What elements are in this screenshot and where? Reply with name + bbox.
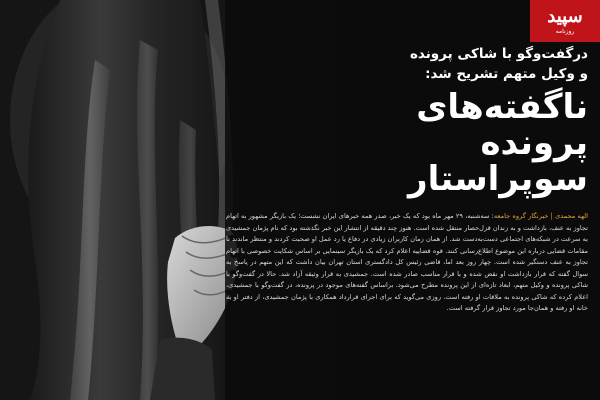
article-kicker — [226, 45, 588, 84]
kicker-line-2: و وکیل متهم تشریح شد: — [425, 65, 588, 82]
article-date: سه‌شنبه، ۲۹ مهر ماه بود که — [412, 212, 490, 221]
headline-line-2: پرونده — [480, 122, 588, 163]
headline-line-1: ناگفته‌های — [416, 87, 588, 128]
masthead[interactable] — [530, 0, 600, 42]
masthead-subtitle: روزنامه — [555, 27, 575, 35]
article-text-column — [226, 45, 588, 400]
kicker-line-1: درگفت‌وگو با شاکی پرونده — [409, 46, 588, 62]
masthead-logo: سپید — [547, 5, 583, 27]
article-body: الهه محمدی | خبرنگار گروه جامعه: سه‌شنبه، ۲۹ مهر ماه بود که یک خبر، صدر همه خبرهای ایران نشست؛ یک بازیگر مشهور به اتهام تجاوز به عنف، بازداشت و به زندان قزل‌حصار منتقل شده است. هنوز چند دقیقه از انتشار این خبر نگذشته بود که نام پژمان جمشیدی به سرعت در شبکه‌های اجتماعی دست‌به‌دست شد. از همان زمان کاربران زیادی در دفاع یا رد عمل او صحبت کردند و منتظر ماندند تا مقامات قضایی درباره این موضوع اطلاع‌رسانی کنند. قوه قضاییه اعلام کرد که یک بازیگر سینمایی بر اساس شکایت خصوصی با اتهام تجاوز به عنف دستگیر شده است. چهار روز بعد اما، قاضی رئیس کل دادگستری استان تهران بیان داشت که این متهم در پاسخ به سوال گفته که قرار بازداشت او نقض شده و با قرار مناسب صادر شده است. جمشیدی به قرار وثیقه آزاد شد. حالا در گفت‌وگو با شاکی پرونده و وکیل متهم، ابعاد تازه‌ای از این پرونده مطرح می‌شود. براساس گفته‌های موجود در پرونده، در گفت‌وگو با جمشیدی، اعلام کرده که شاکی پرونده به ملاقات او رفته است. روزی می‌گوید که برای اجرای قرارداد همکاری با پژمان جمشیدی، از دفتر او به خانه او رفته و همان‌جا مورد تجاوز قرار گرفته است. — [226, 212, 588, 313]
article-author: الهه محمدی | خبرنگار گروه جامعه — [493, 212, 588, 221]
headline-line-3: سوپراستار — [408, 158, 588, 199]
article-body-text: یک خبر، صدر همه خبرهای ایران نشست؛ یک بازیگر مشهور به اتهام تجاوز به عنف، بازداشت و به زندان قزل‌حصار منتقل شده است. هنوز چند دقیقه از انتشار این خبر نگذشته بود که نام پژمان جمشیدی به سرعت در شبکه‌های اجتماعی دست‌به‌دست شد. از همان زمان کاربران زیادی در دفاع یا رد عمل او صحبت کردند و منتظر ماندند تا مقامات قضایی درباره این موضوع اطلاع‌رسانی کنند. قوه قضاییه اعلام کرد که یک بازیگر سینمایی بر اساس شکایت خصوصی با اتهام تجاوز به عنف دستگیر شده است. چهار روز بعد اما، قاضی رئیس کل دادگستری استان تهران بیان داشت که این متهم در پاسخ به سوال گفته که قرار بازداشت او نقض شده و با قرار مناسب صادر شده است. جمشیدی به قرار وثیقه آزاد شد. حالا در گفت‌وگو با شاکی پرونده و وکیل متهم، ابعاد تازه‌ای از این پرونده مطرح می‌شود. براساس گفته‌های موجود در پرونده، در گفت‌وگو با جمشیدی، اعلام کرده که شاکی پرونده به ملاقات او رفته است. روزی می‌گوید که برای اجرای قرارداد همکاری با پژمان جمشیدی، از دفتر او به خانه او رفته و همان‌جا مورد تجاوز قرار گرفته است. — [226, 212, 588, 313]
article-headline — [226, 87, 588, 199]
